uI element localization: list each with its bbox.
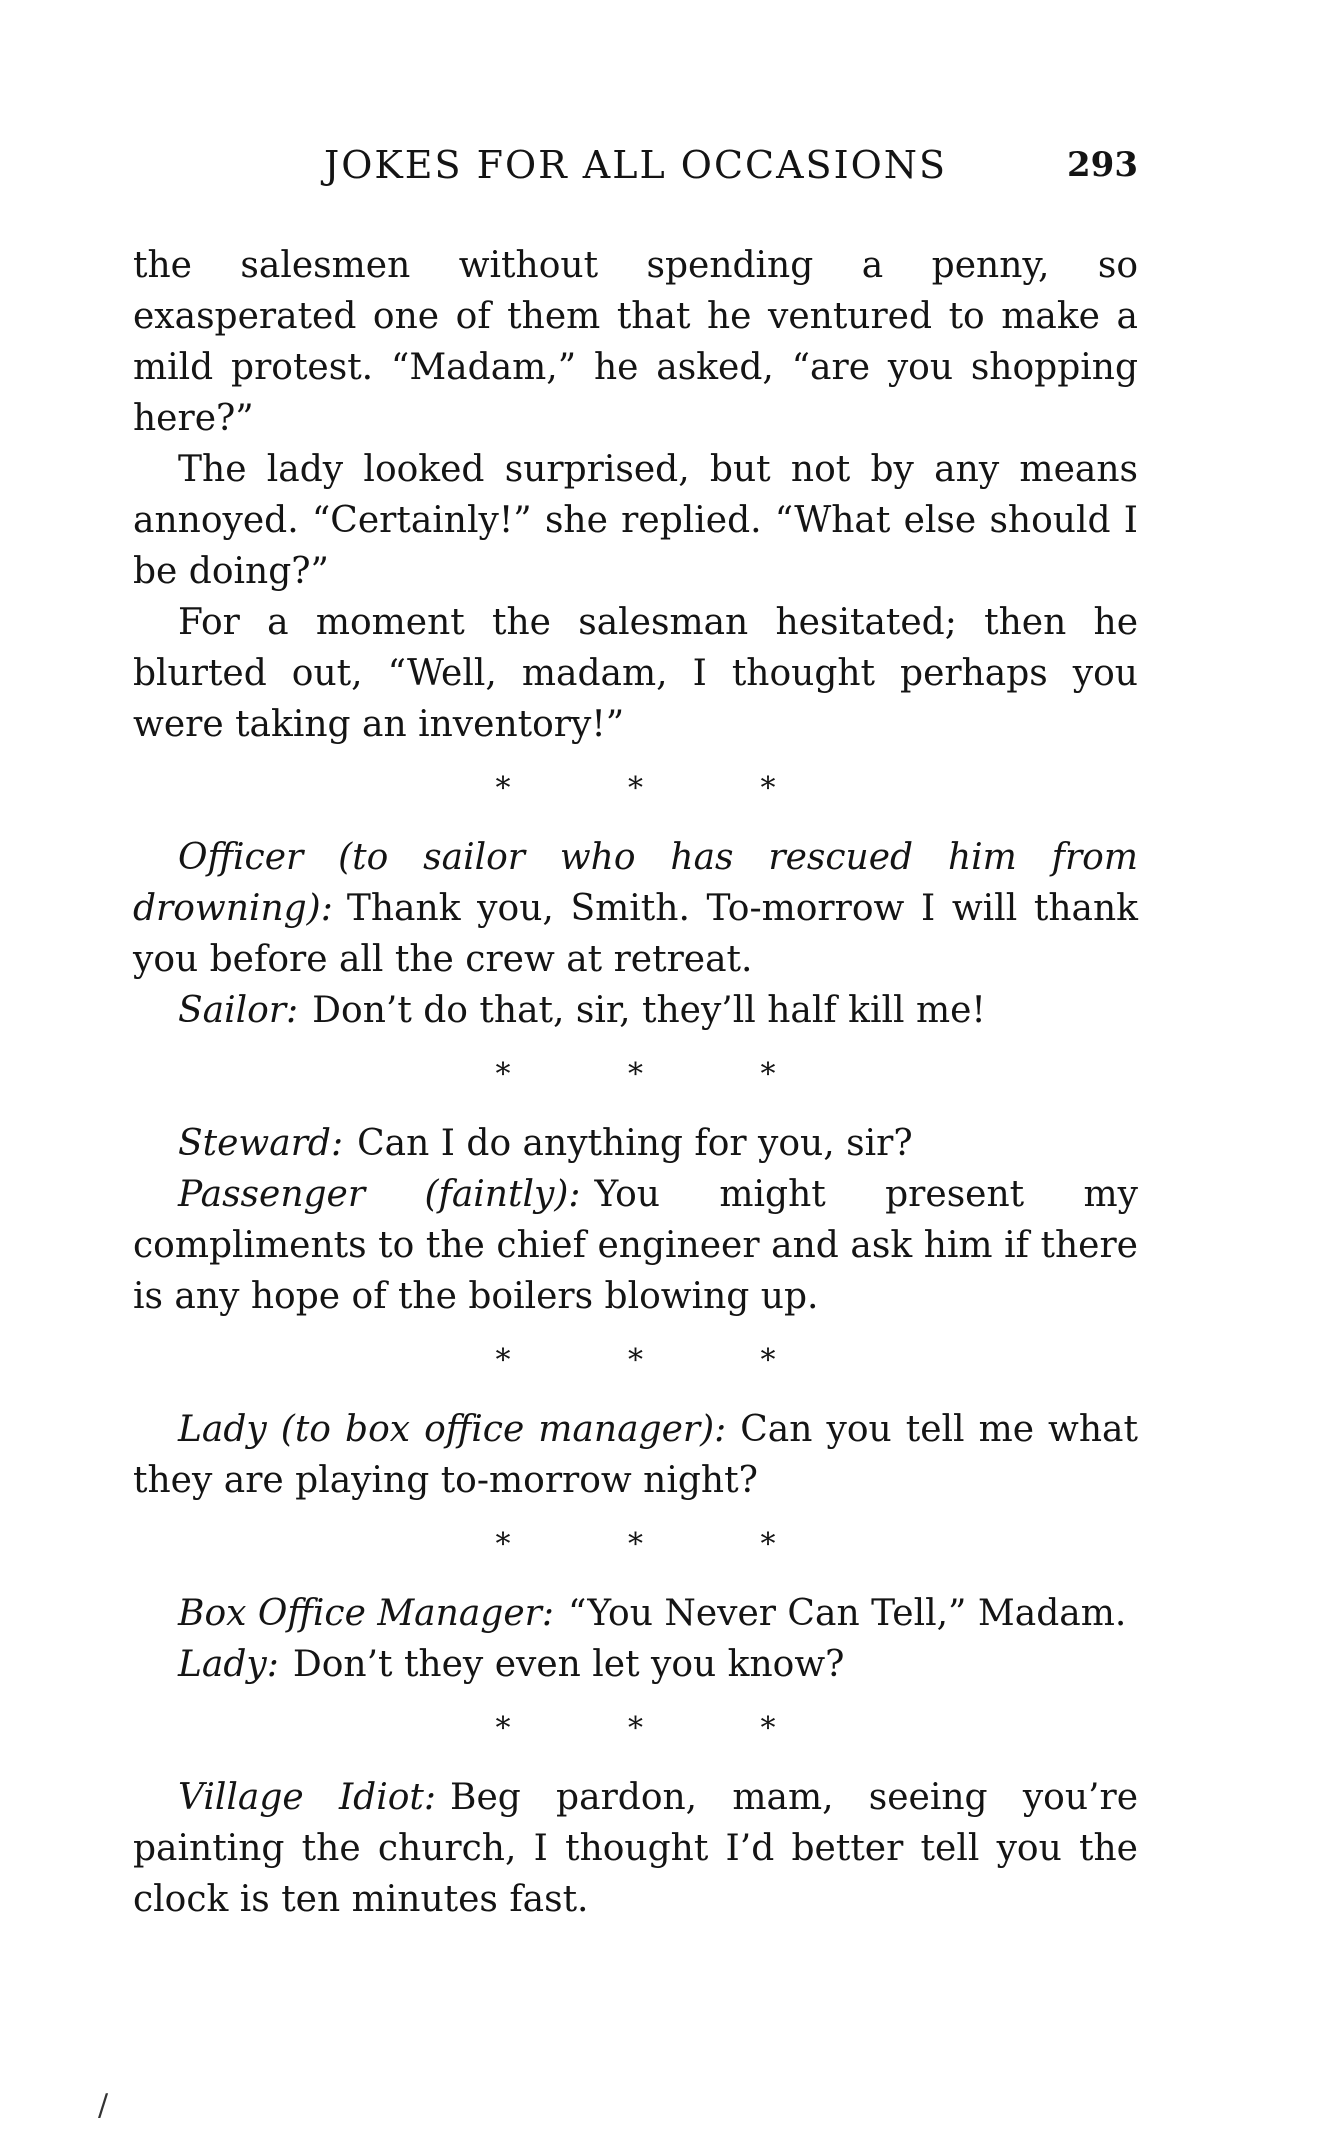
section-separator: * * *: [495, 1343, 830, 1378]
dialogue-line: [133, 1169, 1138, 1322]
speaker-label: Sailor:: [178, 990, 299, 1031]
dialogue-line: [133, 1404, 1138, 1506]
dialogue-text: Don’t do that, sir, they’ll half kill me!: [312, 990, 986, 1031]
page-number: 293: [1067, 145, 1138, 185]
text-block: [133, 240, 1138, 1925]
section-separator: * * *: [495, 771, 830, 806]
speaker-label: Passenger (faintly):: [178, 1174, 581, 1215]
dialogue-text: Can I do anything for you, sir?: [357, 1123, 913, 1164]
section-separator: * * *: [495, 1527, 830, 1562]
section-separator: * * *: [495, 1057, 830, 1092]
dialogue-text: Don’t they even let you know?: [292, 1644, 845, 1685]
speaker-label: Village Idiot:: [178, 1777, 437, 1818]
running-title: JOKES FOR ALL OCCASIONS: [323, 143, 948, 187]
speaker-label: Box Office Manager:: [178, 1593, 554, 1634]
dialogue-text: Can you tell me what they are playing to-morrow night?: [133, 1409, 1138, 1501]
paragraph-lady-reply: The lady looked surprised, but not by any means annoyed. “Certainly!” she replied. “What else should I be doing?”: [133, 449, 1138, 592]
dialogue-line: [133, 985, 1138, 1036]
paragraph-continuation: the salesmen without spending a penny, so exasperated one of them that he ventured to make a mild protest. “Madam,” he asked, “are you shopping here?”: [133, 245, 1138, 439]
dialogue-line: [133, 1772, 1138, 1925]
dialogue-line: [133, 832, 1138, 985]
speaker-label: Officer (to sailor who has rescued him from drowning):: [133, 837, 1138, 929]
speaker-label: Lady (to box office manager):: [178, 1409, 727, 1450]
stray-pencil-mark: /: [98, 2088, 109, 2123]
dialogue-line: [133, 1588, 1138, 1639]
speaker-label: Lady:: [178, 1644, 279, 1685]
speaker-label: Steward:: [178, 1123, 344, 1164]
running-head: [133, 140, 1138, 190]
paragraph-salesman-punchline: For a moment the salesman hesitated; then he blurted out, “Well, madam, I thought perhaps you were taking an inventory!”: [133, 602, 1138, 745]
dialogue-line: [133, 1118, 1138, 1169]
dialogue-text: “You Never Can Tell,” Madam.: [567, 1593, 1127, 1634]
section-separator: * * *: [495, 1711, 830, 1746]
dialogue-text: Thank you, Smith. To-morrow I will thank you before all the crew at retreat.: [133, 888, 1138, 980]
dialogue-line: [133, 1639, 1138, 1690]
dialogue-text: You might present my compliments to the chief engineer and ask him if there is any hope of the boilers blowing up.: [133, 1174, 1138, 1317]
dialogue-text: Beg pardon, mam, seeing you’re painting the church, I thought I’d better tell you the clock is ten minutes fast.: [133, 1777, 1138, 1920]
